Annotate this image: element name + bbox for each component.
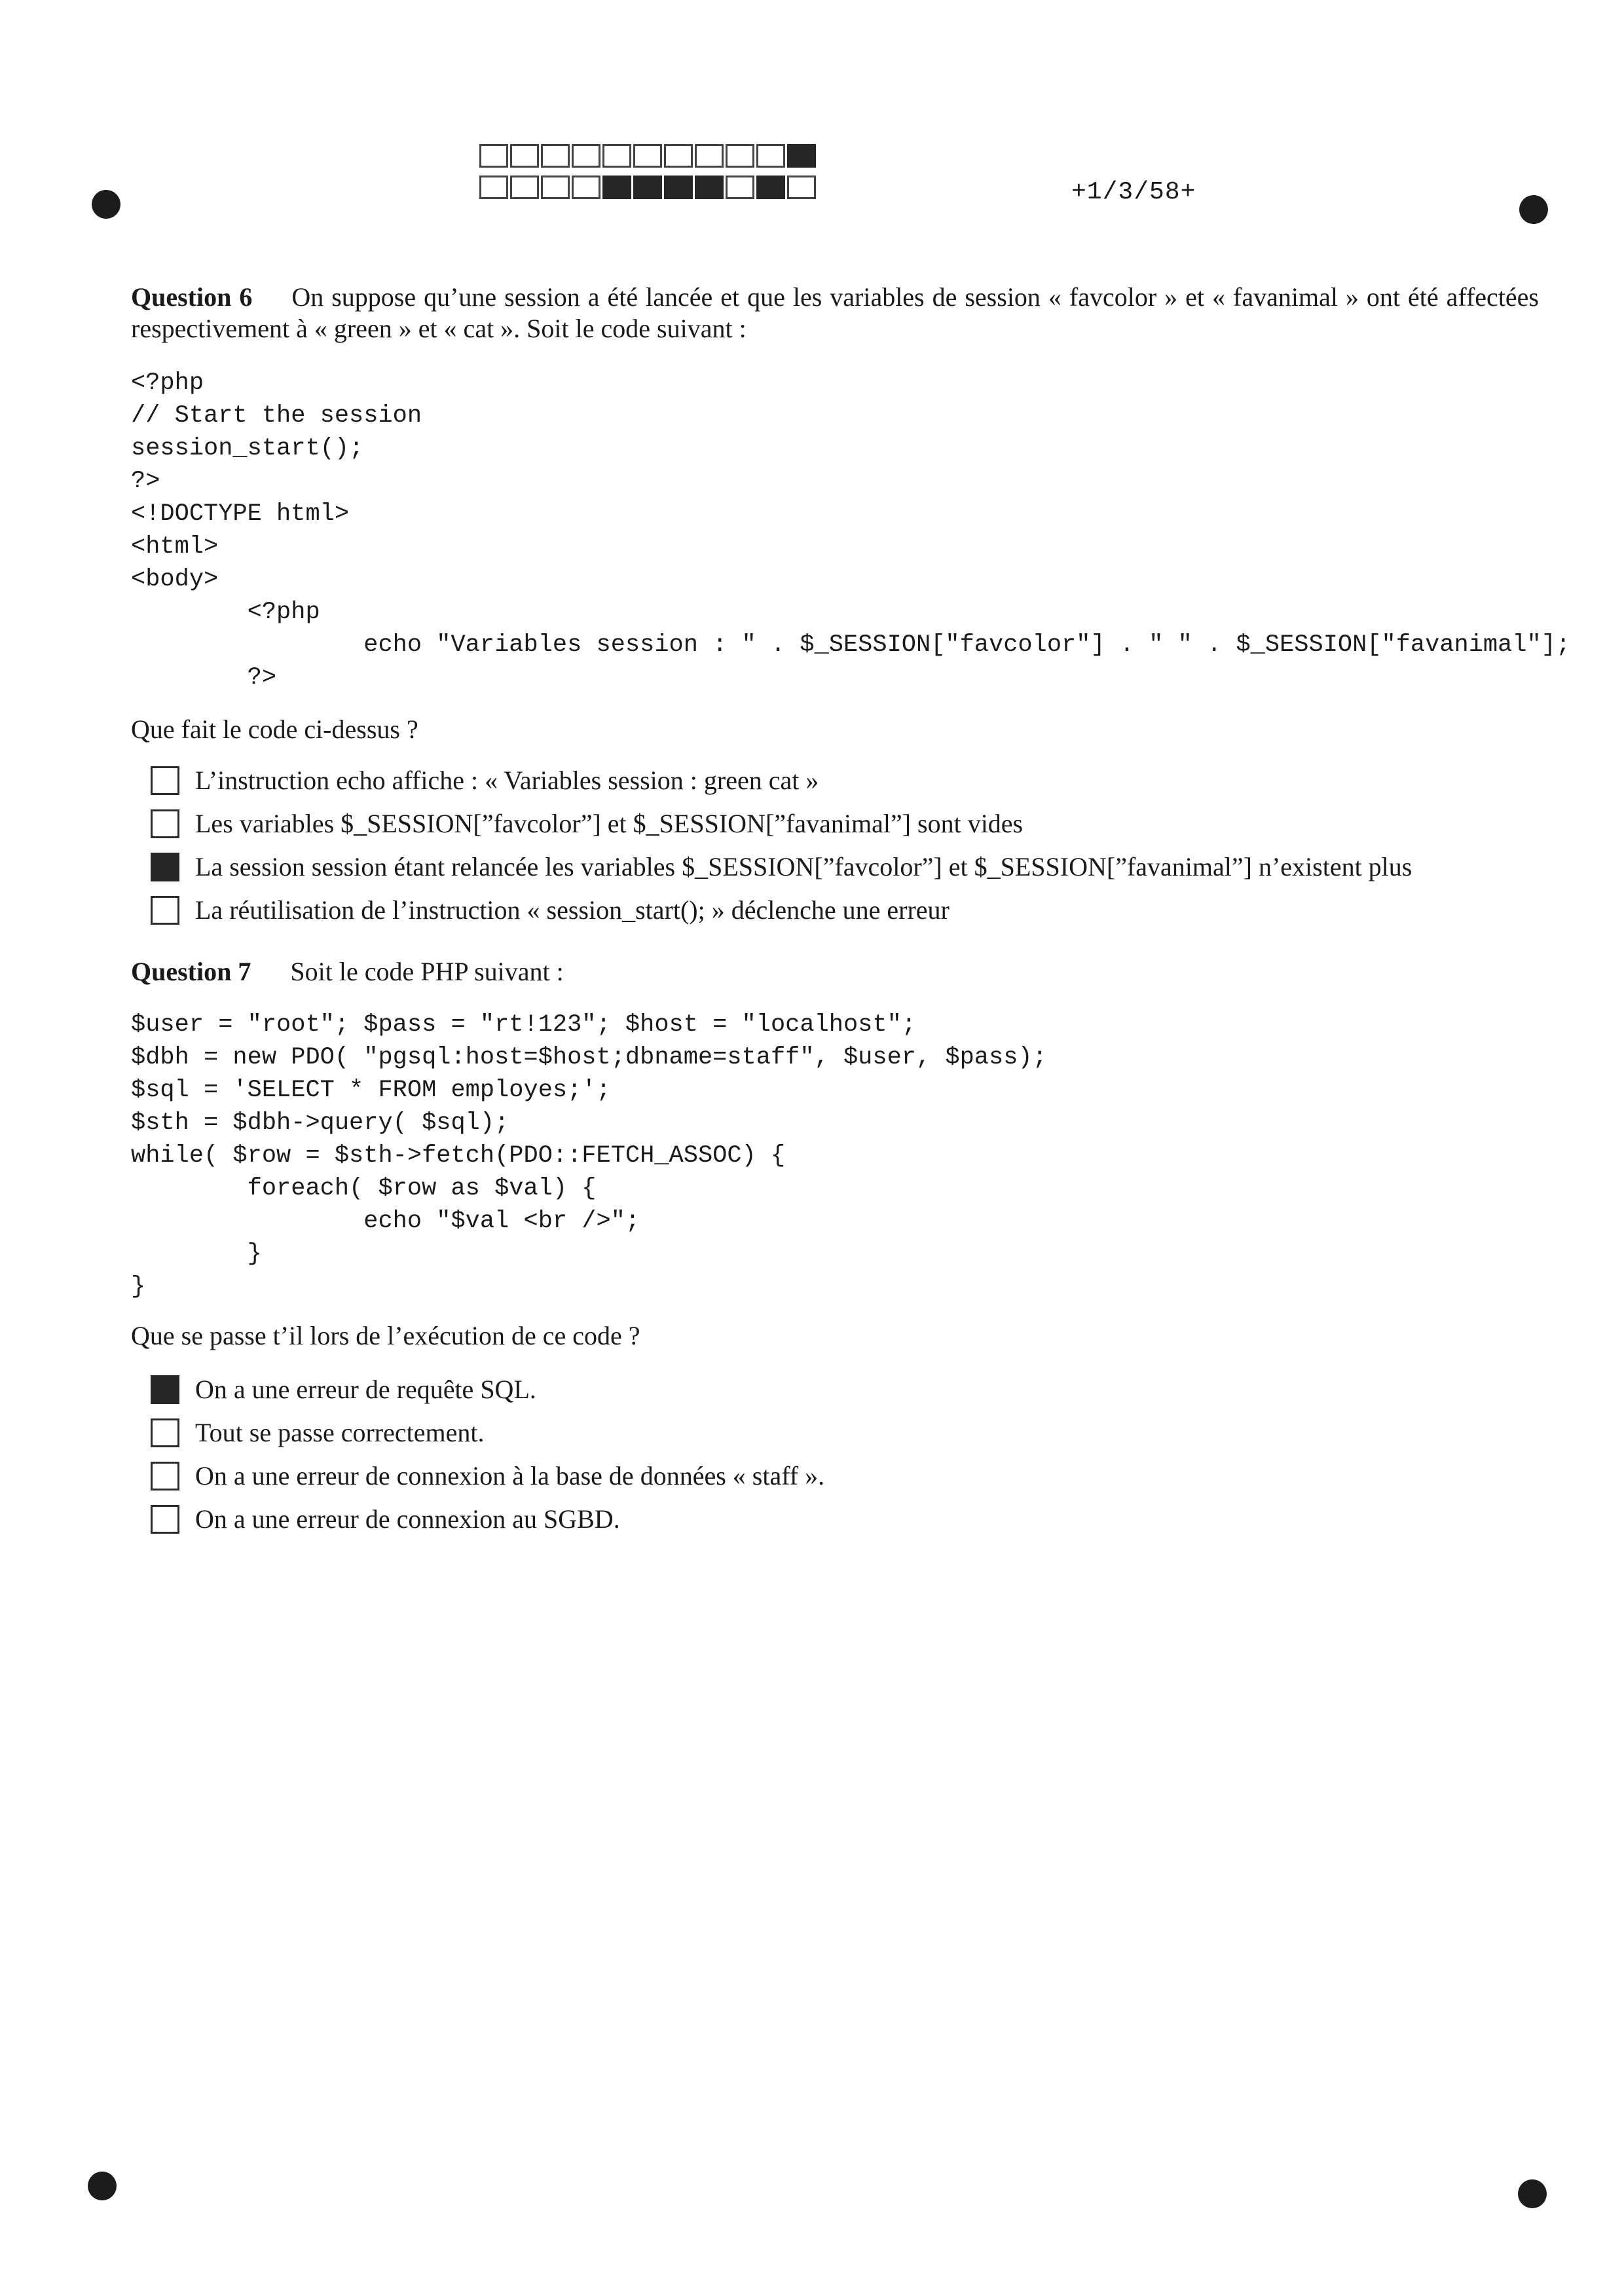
- barcode-cell: [572, 176, 600, 199]
- q7-answer-3-checkbox[interactable]: [151, 1462, 179, 1491]
- barcode-cell: [602, 176, 631, 199]
- question-6-label: Question 6: [131, 282, 253, 312]
- barcode-cell: [664, 176, 693, 199]
- page-barcode-row-2: [479, 176, 818, 199]
- question-7-code: $user = "root"; $pass = "rt!123"; $host = "localhost"; $dbh = new PDO( "pgsql:host=$host;dbname=staff", $user, $pass); $sql = 'SELECT * FROM employes;'; $sth = $dbh->query( $sql); while( $row = $sth->fetch(PDO::FETCH_ASSOC) { foreach( $row as $val) { echo "$val <br />"; } }: [131, 1011, 1047, 1301]
- question-6-code: <?php // Start the session session_start(); ?> <!DOCTYPE html> <html> <body> <?php echo "Variables session : " . $_SESSION["favcolor"] . " " . $_SESSION["favanimal"]; ?>: [131, 369, 1571, 692]
- q6-answer-3-label: La session session étant relancée les variables $_SESSION[”favcolor”] et $_SESSION[”favanimal”] n’existent plus: [195, 852, 1412, 881]
- barcode-cell: [541, 144, 570, 168]
- q6-answer-1-label: L’instruction echo affiche : « Variables session : green cat »: [195, 766, 819, 795]
- page-barcode-row-1: [479, 144, 818, 168]
- q6-answer-1[interactable]: [151, 765, 819, 796]
- corner-mark-bottom-left: [88, 2172, 117, 2200]
- question-7-prompt: Que se passe t’il lors de l’exécution de ce code ?: [131, 1321, 640, 1350]
- q7-answer-1-checkbox[interactable]: [151, 1375, 179, 1404]
- barcode-cell: [479, 144, 508, 168]
- barcode-cell: [510, 176, 539, 199]
- barcode-cell: [479, 176, 508, 199]
- question-6-statement: [131, 282, 1539, 344]
- q6-answer-2-label: Les variables $_SESSION[”favcolor”] et $_SESSION[”favanimal”] sont vides: [195, 809, 1024, 838]
- q7-answer-2-checkbox[interactable]: [151, 1418, 179, 1447]
- question-7-statement: [131, 956, 1539, 988]
- q7-answer-1-label: On a une erreur de requête SQL.: [195, 1375, 536, 1404]
- q7-answer-1[interactable]: [151, 1374, 536, 1405]
- barcode-cell: [633, 176, 662, 199]
- q6-answer-4-checkbox[interactable]: [151, 896, 179, 925]
- q6-answer-2[interactable]: [151, 808, 1023, 840]
- barcode-cell: [602, 144, 631, 168]
- barcode-cell: [787, 144, 816, 168]
- barcode-cell: [756, 176, 785, 199]
- question-7-text: Soit le code PHP suivant :: [290, 957, 564, 986]
- page-id: +1/3/58+: [1071, 178, 1196, 206]
- corner-mark-bottom-right: [1518, 2179, 1547, 2208]
- q6-answer-3[interactable]: [151, 851, 1412, 883]
- q6-answer-4-label: La réutilisation de l’instruction « session_start(); » déclenche une erreur: [195, 895, 950, 925]
- corner-mark-top-right: [1519, 195, 1548, 224]
- barcode-cell: [787, 176, 816, 199]
- barcode-cell: [695, 144, 724, 168]
- barcode-cell: [572, 144, 600, 168]
- q6-answer-2-checkbox[interactable]: [151, 809, 179, 838]
- barcode-cell: [726, 176, 754, 199]
- corner-mark-top-left: [92, 190, 120, 219]
- barcode-cell: [541, 176, 570, 199]
- q6-answer-4[interactable]: [151, 895, 950, 926]
- question-6-text: On suppose qu’une session a été lancée et que les variables de session « favcolor » et « favanimal » ont été affectées respectivement à « green » et « cat ». Soit le code suivant :: [131, 282, 1540, 343]
- barcode-cell: [726, 144, 754, 168]
- question-6-prompt: Que fait le code ci-dessus ?: [131, 714, 418, 744]
- q7-answer-4[interactable]: [151, 1504, 620, 1535]
- barcode-cell: [756, 144, 785, 168]
- barcode-cell: [664, 144, 693, 168]
- q6-answer-1-checkbox[interactable]: [151, 766, 179, 795]
- q7-answer-2-label: Tout se passe correctement.: [195, 1418, 485, 1447]
- question-7-label: Question 7: [131, 957, 251, 986]
- q7-answer-4-checkbox[interactable]: [151, 1505, 179, 1534]
- q7-answer-2[interactable]: [151, 1417, 484, 1449]
- barcode-cell: [633, 144, 662, 168]
- q7-answer-3-label: On a une erreur de connexion à la base de données « staff ».: [195, 1461, 825, 1491]
- barcode-cell: [510, 144, 539, 168]
- q7-answer-4-label: On a une erreur de connexion au SGBD.: [195, 1504, 620, 1534]
- q7-answer-3[interactable]: [151, 1460, 824, 1492]
- barcode-cell: [695, 176, 724, 199]
- q6-answer-3-checkbox[interactable]: [151, 853, 179, 881]
